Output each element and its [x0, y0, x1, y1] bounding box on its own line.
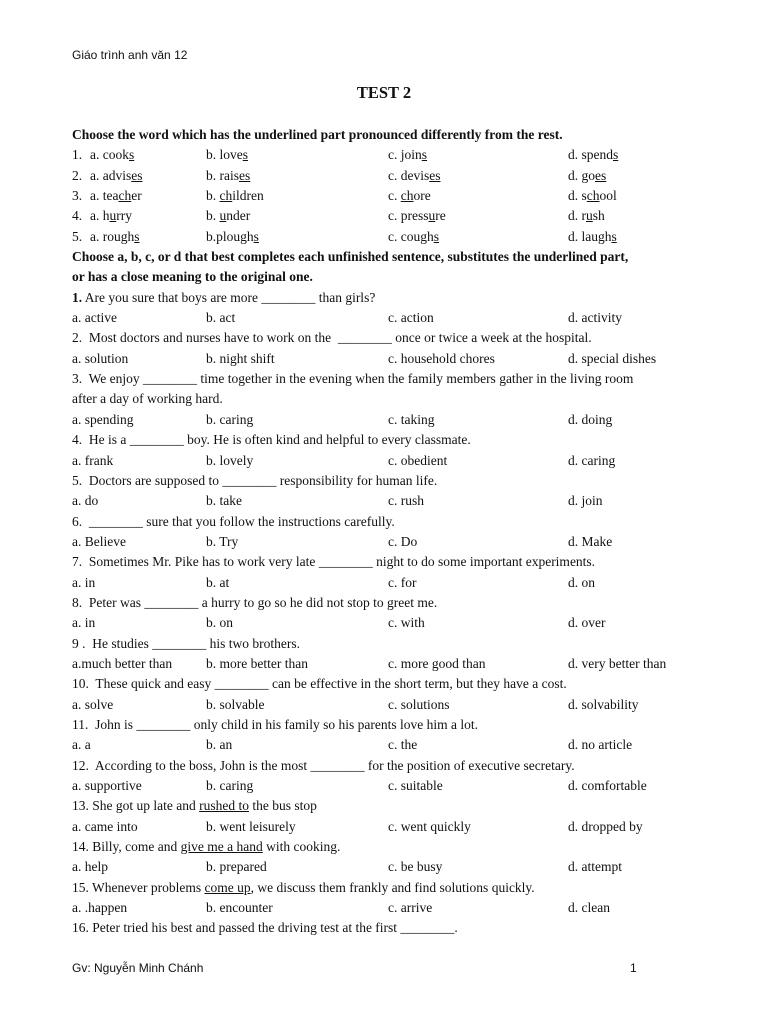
option-b: b. more better than [206, 655, 308, 671]
option-c: c. obedient [388, 452, 448, 468]
option-c: c. rush [388, 493, 424, 509]
option-b: b. lovely [206, 452, 254, 468]
section2-instruction-line2: or has a close meaning to the original one. [72, 269, 313, 285]
section1-items [72, 145, 698, 247]
question-11 [72, 715, 698, 735]
underlined-phrase: give me a hand [180, 839, 263, 855]
underlined-sound: es [595, 167, 607, 183]
option-a [90, 166, 206, 186]
page-number: 1 [630, 961, 637, 975]
options-13 [72, 817, 698, 837]
underlined-sound: u [586, 208, 593, 224]
pronunciation-item [72, 206, 698, 226]
option-a: a. a [72, 737, 91, 753]
word-part: re [435, 208, 446, 224]
word-part: a. rough [90, 228, 135, 244]
option-a: a. in [72, 615, 96, 631]
option-b: b. went leisurely [206, 818, 296, 834]
option-a: a. solution [72, 350, 129, 366]
underlined-sound: ch [400, 188, 414, 204]
pronunciation-item [72, 227, 698, 247]
question-text: 4. He is a ________ boy. He is often kind and helpful to every classmate. [72, 432, 471, 448]
word-part: b.plough [206, 228, 254, 244]
question-14 [72, 837, 698, 857]
underlined-sound: s [611, 228, 617, 244]
option-b: b. take [206, 493, 242, 509]
option-b: b. at [206, 574, 230, 590]
question-1 [72, 288, 698, 308]
word-part: c. [388, 188, 401, 204]
option-d: d. no article [568, 737, 633, 753]
option-a [90, 227, 206, 247]
section1-instruction: Choose the word which has the underlined part pronounced differently from the rest. [72, 127, 563, 142]
option-d: d. doing [568, 411, 613, 427]
item-number: 4. [72, 208, 83, 224]
underlined-sound: u [428, 208, 436, 224]
underlined-sound: u [109, 208, 117, 224]
underlined-sound: s [421, 147, 428, 163]
question-text: Are you sure that boys are more ________ than girls? [82, 289, 376, 305]
option-c: c. solutions [388, 696, 450, 712]
question-text: 10. These quick and easy ________ can be effective in the short term, but they have a cost. [72, 676, 567, 692]
options-8 [72, 613, 698, 633]
question-text: 9 . He studies ________ his two brothers. [72, 635, 300, 651]
question-text: 14. Billy, come and [72, 839, 181, 855]
question-10 [72, 674, 698, 694]
option-c [388, 145, 568, 165]
question-4 [72, 430, 698, 450]
options-12 [72, 776, 698, 796]
word-part: nder [226, 208, 251, 224]
option-d: d. activity [568, 310, 622, 326]
question-text: 6. ________ sure that you follow the instructions carefully. [72, 513, 395, 529]
option-c: c. action [388, 310, 434, 326]
option-b: b. caring [206, 411, 254, 427]
option-b: b. an [206, 737, 233, 753]
question-text: 5. Doctors are supposed to ________ responsibility for human life. [72, 472, 438, 488]
underlined-sound: u [219, 208, 227, 224]
underlined-sound: s [433, 228, 439, 244]
option-d: d. Make [568, 533, 613, 549]
word-part: d. r [568, 208, 586, 224]
question-6 [72, 512, 698, 532]
footer-teacher: Gv: Nguyễn Minh Chánh [72, 961, 204, 975]
word-part: a. h [90, 208, 110, 224]
question-9 [72, 634, 698, 654]
word-part: a. advis [90, 167, 132, 183]
word-part: b. rais [206, 167, 239, 183]
option-c [388, 186, 568, 206]
option-d: d. very better than [568, 655, 667, 671]
word-part: ildren [232, 188, 264, 204]
option-b [206, 227, 388, 247]
options-4 [72, 451, 698, 471]
options-14 [72, 857, 698, 877]
pronunciation-item [72, 166, 698, 186]
underlined-sound: ch [118, 188, 132, 204]
option-d: d. comfortable [568, 778, 647, 793]
option-b [206, 186, 388, 206]
question-text: , we discuss them frankly and find solutions quickly. [250, 879, 535, 895]
underlined-sound: es [131, 167, 143, 183]
option-d: d. clean [568, 900, 610, 916]
item-number: 2. [72, 167, 83, 183]
option-b: b. on [206, 615, 233, 631]
question-text: 7. Sometimes Mr. Pike has to work very late ________ night to do some important experiments. [72, 554, 596, 570]
options-7 [72, 573, 698, 593]
option-c [388, 227, 568, 247]
option-d: d. join [568, 493, 603, 509]
option-c: c. more good than [388, 655, 486, 671]
option-a: a. .happen [72, 900, 128, 916]
underlined-sound: s [613, 147, 619, 163]
question-text: after a day of working hard. [72, 391, 223, 407]
test-content [72, 125, 698, 939]
pronunciation-item [72, 186, 698, 206]
underlined-sound: es [239, 167, 251, 183]
option-a: a. spending [72, 411, 134, 427]
option-a [90, 145, 206, 165]
word-part: d. s [568, 188, 587, 204]
options-9 [72, 654, 698, 674]
option-b: b. prepared [206, 859, 267, 875]
option-a: a. solve [72, 696, 114, 712]
question-text: 11. John is ________ only child in his family so his parents love him a lot. [72, 716, 478, 732]
word-part: d. go [568, 167, 595, 183]
option-c [388, 206, 568, 226]
option-a: a. do [72, 493, 99, 509]
option-a: a. help [72, 859, 108, 875]
option-d [568, 227, 698, 247]
option-d: d. dropped by [568, 818, 643, 834]
question-text: 12. According to the boss, John is the most ________ for the position of executive secretary. [72, 757, 575, 773]
underlined-sound: s [242, 147, 249, 163]
option-c: c. taking [388, 411, 435, 427]
options-15 [72, 898, 698, 918]
underlined-sound: ch [586, 188, 600, 204]
options-6 [72, 532, 698, 552]
question-text: 13. She got up late and [72, 798, 200, 814]
option-c: c. be busy [388, 859, 443, 875]
options-3 [72, 410, 698, 430]
question-text: 8. Peter was ________ a hurry to go so he did not stop to greet me. [72, 594, 438, 610]
option-c: c. household chores [388, 350, 495, 366]
item-number: 5. [72, 228, 83, 244]
word-part: c. press [388, 208, 429, 224]
option-b: b. night shift [206, 350, 275, 366]
question-text: 15. Whenever problems [72, 879, 205, 895]
underlined-sound: s [134, 228, 140, 244]
option-c: c. went quickly [388, 818, 471, 834]
question-text: 3. We enjoy ________ time together in the evening when the family members gather in the living room [72, 371, 634, 387]
option-d: d. on [568, 574, 595, 590]
option-d: d. attempt [568, 859, 622, 875]
underlined-phrase: rushed to [199, 798, 249, 814]
option-a [90, 206, 206, 226]
option-a: a. came into [72, 818, 138, 834]
word-part: sh [592, 208, 605, 224]
question-12 [72, 756, 698, 776]
option-b [206, 206, 388, 226]
option-c: c. for [388, 574, 417, 590]
option-b: b. encounter [206, 900, 273, 916]
option-a: a.much better than [72, 655, 173, 671]
option-b: b. act [206, 310, 236, 326]
underlined-sound: ch [219, 188, 233, 204]
options-5 [72, 491, 698, 511]
pronunciation-item [72, 145, 698, 165]
question-5 [72, 471, 698, 491]
option-b [206, 166, 388, 186]
question-7 [72, 552, 698, 572]
word-part: d. spend [568, 147, 613, 163]
option-b: b. Try [206, 533, 239, 549]
word-part: er [131, 188, 142, 204]
word-part: c. devis [388, 167, 430, 183]
word-part: rry [116, 208, 132, 224]
word-part: c. join [388, 147, 422, 163]
option-a [90, 186, 206, 206]
option-c: c. with [388, 615, 425, 631]
option-c: c. arrive [388, 900, 433, 916]
question-text: 2. Most doctors and nurses have to work on the ________ once or twice a week at the hospital. [72, 330, 592, 346]
options-1 [72, 308, 698, 328]
underlined-sound: s [253, 228, 259, 244]
option-d [568, 186, 698, 206]
option-d: d. solvability [568, 696, 639, 712]
item-number: 3. [72, 188, 83, 204]
option-a: a. supportive [72, 778, 142, 793]
option-a: a. in [72, 574, 96, 590]
option-d: d. caring [568, 452, 616, 468]
word-part: b. [206, 188, 220, 204]
document-header: Giáo trình anh văn 12 [72, 48, 188, 62]
option-c [388, 166, 568, 186]
options-11 [72, 735, 698, 755]
word-part: ore [413, 188, 431, 204]
underlined-sound: s [128, 147, 135, 163]
word-part: c. cough [388, 228, 434, 244]
option-a: a. Believe [72, 533, 126, 549]
option-d [568, 145, 698, 165]
test-title: TEST 2 [356, 83, 412, 102]
item-number: 1. [72, 147, 83, 163]
word-part: d. laugh [568, 228, 612, 244]
word-part: b. [206, 208, 220, 224]
option-b [206, 145, 388, 165]
option-b: b. solvable [206, 696, 265, 712]
option-b: b. caring [206, 778, 254, 793]
question-number: 1. [72, 289, 83, 305]
question-16: 16. Peter tried his best and passed the driving test at the first ________. [72, 920, 458, 936]
question-2 [72, 328, 698, 348]
underlined-phrase: come up [204, 879, 251, 895]
question-text: with cooking. [262, 839, 341, 855]
word-part: ool [599, 188, 617, 204]
options-2 [72, 349, 698, 369]
options-10 [72, 695, 698, 715]
option-a: a. active [72, 310, 117, 326]
question-8 [72, 593, 698, 613]
question-13 [72, 796, 698, 816]
option-d: d. over [568, 615, 606, 631]
option-a: a. frank [72, 452, 114, 468]
question-text: the bus stop [248, 798, 317, 814]
word-part: a. tea [90, 188, 119, 204]
option-d [568, 206, 698, 226]
section2-questions [72, 288, 698, 797]
question-15 [72, 878, 698, 898]
option-d: d. special dishes [568, 350, 657, 366]
underlined-sound: es [429, 167, 441, 183]
question-3 [72, 389, 698, 409]
option-c: c. the [388, 737, 418, 753]
word-part: b. love [206, 147, 243, 163]
option-c: c. suitable [388, 778, 443, 793]
word-part: a. cook [90, 147, 129, 163]
section2-instruction-line1: Choose a, b, c, or d that best completes each unfinished sentence, substitutes the underlined part, [72, 249, 629, 265]
option-c: c. Do [388, 533, 418, 549]
option-d [568, 166, 698, 186]
question-3 [72, 369, 698, 389]
